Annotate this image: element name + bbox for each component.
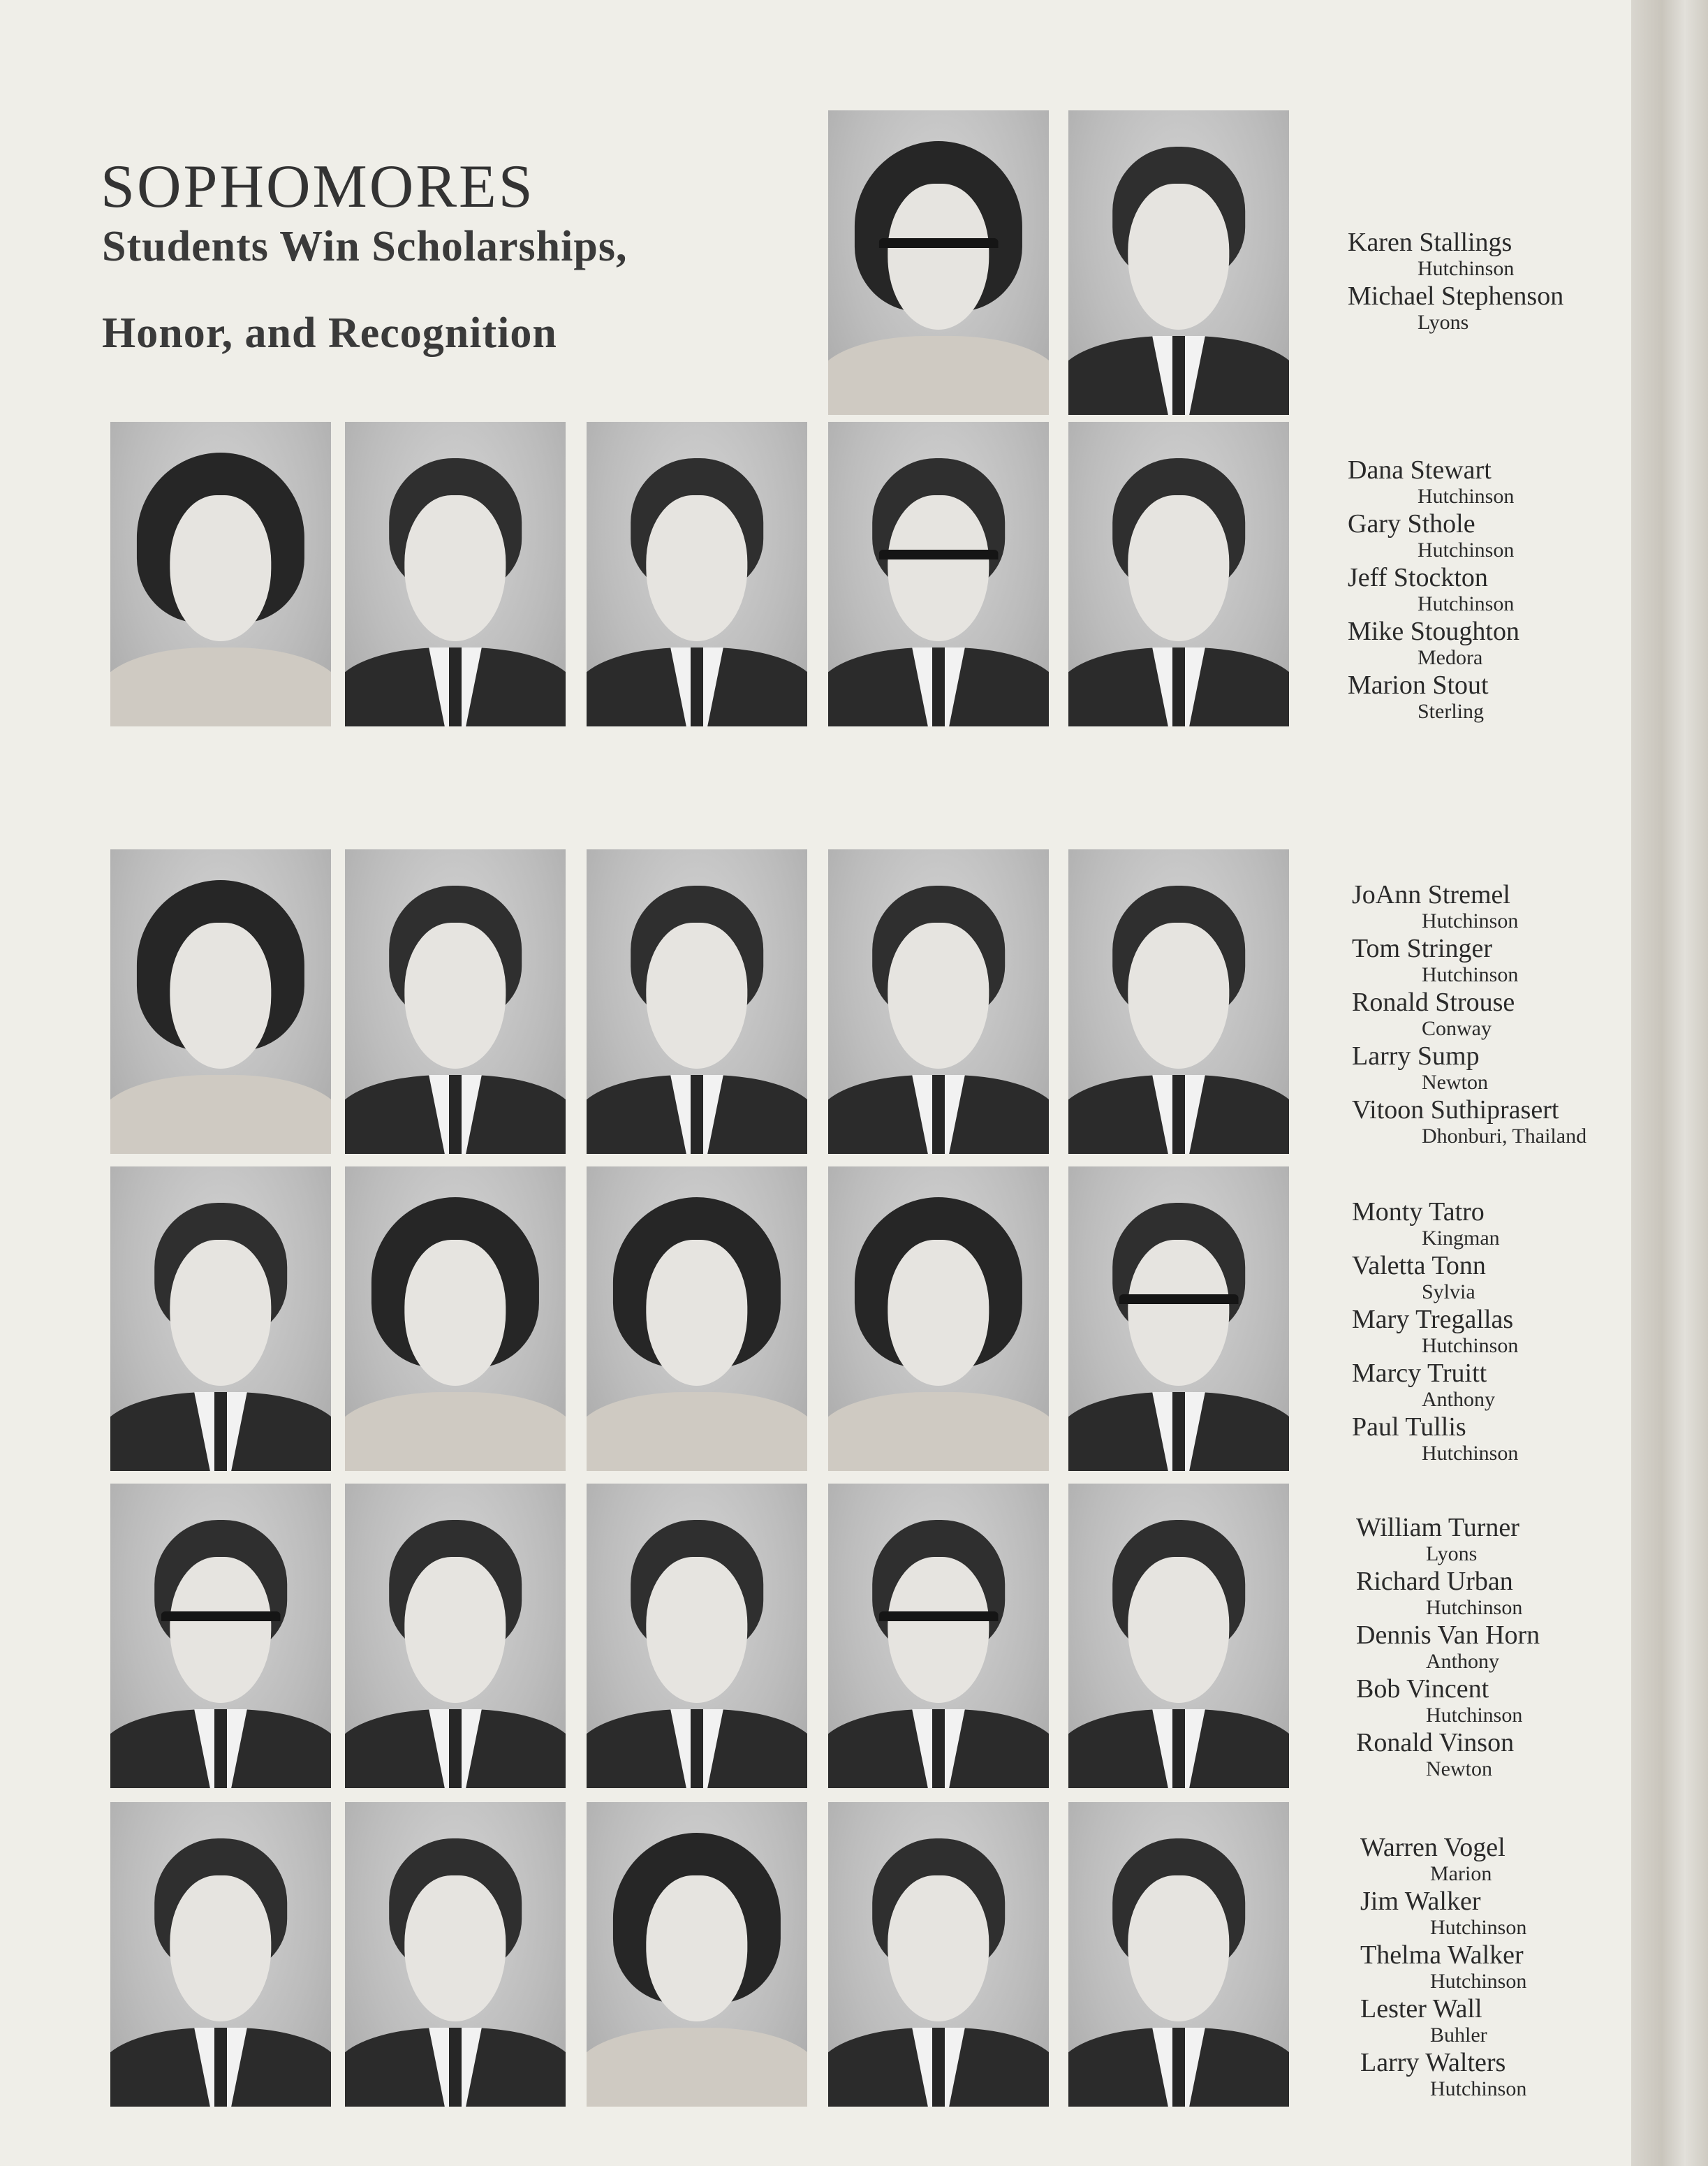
student-name: Richard Urban (1356, 1567, 1513, 1596)
name-block (1348, 229, 1563, 337)
portrait-face (404, 495, 506, 641)
student-portrait (828, 110, 1049, 415)
name-block (1352, 1199, 1518, 1468)
student-name: Ronald Strouse (1352, 988, 1515, 1017)
portrait-face (1128, 923, 1229, 1069)
student-portrait (587, 849, 807, 1154)
portrait-face (646, 1240, 747, 1386)
student-hometown: Medora (1418, 646, 1483, 669)
student-portrait (587, 1484, 807, 1788)
student-portrait (1068, 422, 1289, 726)
student-entry (1360, 2049, 1526, 2103)
student-hometown: Anthony (1422, 1388, 1495, 1411)
student-entry (1356, 1729, 1540, 1783)
student-entry (1356, 1514, 1540, 1568)
portrait-glasses (161, 1611, 281, 1652)
portrait-face (1128, 1875, 1229, 2021)
student-name: Jim Walker (1360, 1887, 1481, 1916)
portrait-face (888, 1875, 989, 2021)
student-portrait (1068, 1484, 1289, 1788)
student-hometown: Hutchinson (1418, 485, 1515, 508)
portrait-face (646, 923, 747, 1069)
student-portrait (345, 1166, 566, 1471)
student-portrait (110, 1802, 331, 2107)
student-hometown: Lyons (1426, 1542, 1478, 1565)
student-entry (1360, 1834, 1526, 1888)
name-block (1352, 881, 1586, 1150)
student-portrait (1068, 849, 1289, 1154)
student-entry (1356, 1676, 1540, 1729)
page-binding-edge (1631, 0, 1708, 2166)
student-entry (1356, 1568, 1540, 1622)
student-portrait (110, 422, 331, 726)
student-portrait (1068, 110, 1289, 415)
student-portrait (345, 1484, 566, 1788)
student-entry (1360, 1996, 1526, 2049)
student-entry (1348, 618, 1519, 672)
student-hometown: Hutchinson (1418, 592, 1515, 615)
student-hometown: Hutchinson (1422, 909, 1519, 932)
student-portrait (345, 1802, 566, 2107)
student-portrait (110, 1166, 331, 1471)
student-hometown: Hutchinson (1430, 1970, 1527, 1993)
student-name: Mike Stoughton (1348, 617, 1519, 646)
portrait-glasses (879, 238, 999, 279)
student-portrait (828, 1484, 1049, 1788)
portrait-face (170, 1240, 271, 1386)
student-hometown: Hutchinson (1422, 1334, 1519, 1357)
portrait-suit (828, 1392, 1049, 1471)
name-block (1360, 1834, 1526, 2103)
student-entry (1348, 564, 1519, 618)
student-entry (1352, 1414, 1518, 1468)
student-name: Mary Tregallas (1352, 1305, 1514, 1334)
portrait-glasses (1119, 1294, 1239, 1335)
student-portrait (345, 849, 566, 1154)
student-portrait (828, 422, 1049, 726)
student-name: Larry Walters (1360, 2048, 1506, 2077)
portrait-face (1128, 495, 1229, 641)
student-portrait (587, 1166, 807, 1471)
student-hometown: Conway (1422, 1017, 1492, 1040)
student-name: William Turner (1356, 1513, 1519, 1542)
student-name: Bob Vincent (1356, 1674, 1489, 1704)
student-hometown: Hutchinson (1418, 539, 1515, 562)
student-entry (1352, 881, 1586, 935)
student-hometown: Dhonburi, Thailand (1422, 1125, 1587, 1148)
student-hometown: Newton (1426, 1757, 1492, 1780)
portrait-suit (587, 2028, 807, 2107)
portrait-glasses (879, 550, 999, 590)
student-hometown: Buhler (1430, 2024, 1487, 2047)
student-name: Thelma Walker (1360, 1940, 1524, 1970)
student-name: Marion Stout (1348, 671, 1489, 700)
portrait-face (404, 1875, 506, 2021)
name-block (1356, 1514, 1540, 1783)
student-portrait (1068, 1802, 1289, 2107)
portrait-face (170, 923, 271, 1069)
student-hometown: Hutchinson (1422, 1442, 1519, 1465)
student-portrait (828, 849, 1049, 1154)
student-hometown: Marion (1430, 1862, 1492, 1885)
student-hometown: Kingman (1422, 1227, 1500, 1250)
student-portrait (110, 849, 331, 1154)
student-entry (1352, 1252, 1518, 1306)
student-hometown: Sterling (1418, 700, 1484, 723)
student-name: Karen Stallings (1348, 228, 1512, 257)
portrait-suit (110, 1075, 331, 1154)
student-hometown: Hutchinson (1426, 1704, 1523, 1727)
student-portrait (1068, 1166, 1289, 1471)
student-hometown: Hutchinson (1430, 2077, 1527, 2100)
student-portrait (110, 1484, 331, 1788)
student-entry (1352, 1199, 1518, 1252)
student-name: Valetta Tonn (1352, 1251, 1486, 1280)
student-entry (1348, 283, 1563, 337)
page-subtitle-line2: Honor, and Recognition (102, 309, 557, 357)
student-hometown: Sylvia (1422, 1280, 1475, 1303)
page-subtitle-line1: Students Win Scholarships, (102, 223, 628, 270)
student-name: Larry Sump (1352, 1041, 1480, 1071)
page-heading: SOPHOMORES (101, 152, 535, 221)
student-entry (1348, 229, 1563, 283)
portrait-face (646, 495, 747, 641)
student-hometown: Hutchinson (1418, 257, 1515, 280)
student-hometown: Lyons (1418, 311, 1469, 334)
portrait-face (170, 1875, 271, 2021)
student-name: Monty Tatro (1352, 1197, 1485, 1227)
portrait-face (1128, 184, 1229, 330)
portrait-face (404, 1240, 506, 1386)
student-portrait (828, 1166, 1049, 1471)
student-hometown: Newton (1422, 1071, 1488, 1094)
portrait-face (404, 1557, 506, 1703)
student-entry (1352, 1306, 1518, 1360)
student-name: Tom Stringer (1352, 934, 1493, 963)
portrait-glasses (879, 1611, 999, 1652)
portrait-face (646, 1875, 747, 2021)
student-portrait (828, 1802, 1049, 2107)
portrait-face (888, 923, 989, 1069)
student-hometown: Hutchinson (1422, 963, 1519, 986)
student-name: Dennis Van Horn (1356, 1620, 1540, 1650)
student-name: JoAnn Stremel (1352, 880, 1510, 909)
student-name: Paul Tullis (1352, 1412, 1466, 1442)
student-name: Warren Vogel (1360, 1833, 1505, 1862)
portrait-face (888, 1240, 989, 1386)
student-entry (1352, 989, 1586, 1043)
student-name: Michael Stephenson (1348, 281, 1564, 311)
student-entry (1348, 457, 1519, 511)
student-entry (1352, 1097, 1586, 1150)
student-entry (1356, 1622, 1540, 1676)
student-entry (1360, 1888, 1526, 1942)
portrait-suit (345, 1392, 566, 1471)
student-portrait (587, 1802, 807, 2107)
student-entry (1348, 672, 1519, 726)
student-name: Marcy Truitt (1352, 1359, 1487, 1388)
student-hometown: Hutchinson (1430, 1916, 1527, 1939)
portrait-face (170, 495, 271, 641)
student-name: Ronald Vinson (1356, 1728, 1515, 1757)
student-hometown: Anthony (1426, 1650, 1499, 1673)
student-portrait (345, 422, 566, 726)
student-name: Jeff Stockton (1348, 563, 1488, 592)
student-portrait (587, 422, 807, 726)
portrait-face (646, 1557, 747, 1703)
student-name: Gary Sthole (1348, 509, 1475, 539)
student-entry (1352, 935, 1586, 989)
student-entry (1360, 1942, 1526, 1996)
name-block (1348, 457, 1519, 726)
student-name: Vitoon Suthiprasert (1352, 1095, 1559, 1125)
portrait-suit (110, 647, 331, 726)
portrait-face (1128, 1557, 1229, 1703)
portrait-suit (828, 336, 1049, 415)
portrait-face (404, 923, 506, 1069)
student-hometown: Hutchinson (1426, 1596, 1523, 1619)
student-name: Dana Stewart (1348, 455, 1492, 485)
student-entry (1348, 511, 1519, 564)
student-name: Lester Wall (1360, 1994, 1482, 2024)
student-entry (1352, 1043, 1586, 1097)
portrait-suit (587, 1392, 807, 1471)
student-entry (1352, 1360, 1518, 1414)
